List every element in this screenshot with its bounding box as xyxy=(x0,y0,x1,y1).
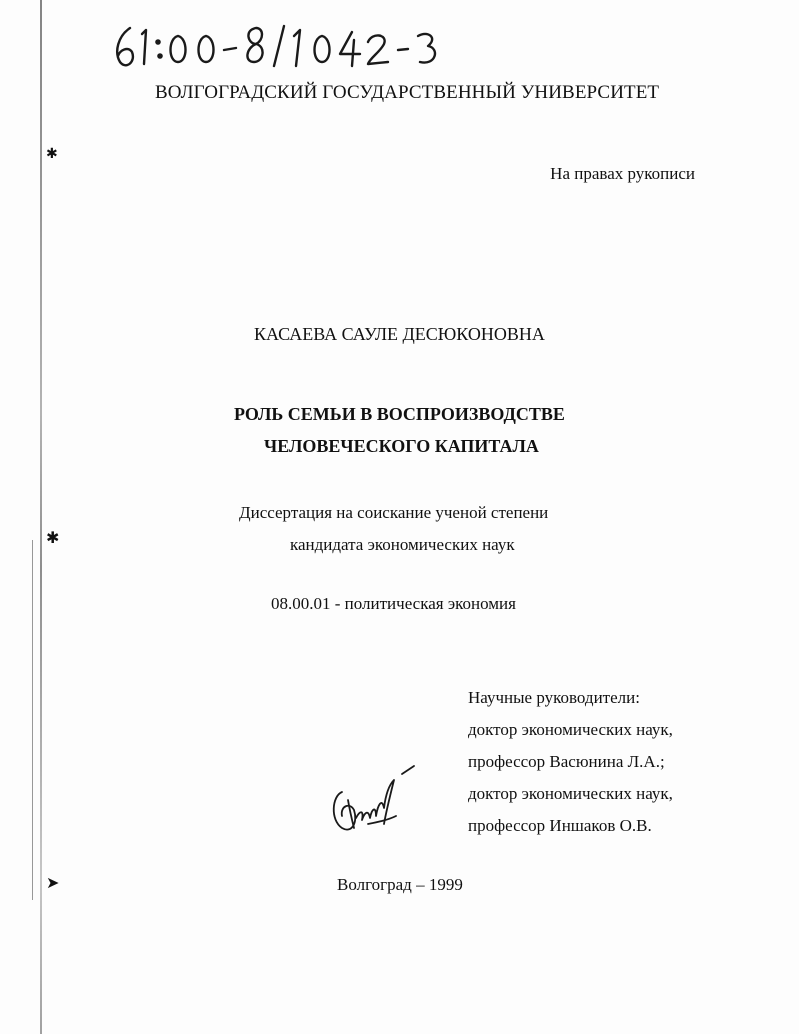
scan-edge-line xyxy=(40,0,42,1034)
dissertation-title-line-2: ЧЕЛОВЕЧЕСКОГО КАПИТАЛА xyxy=(264,436,539,456)
author-signature xyxy=(328,762,418,842)
scan-edge-line-secondary xyxy=(32,540,33,900)
city-year: Волгоград – 1999 xyxy=(337,875,463,894)
degree-statement-line-1: Диссертация на соискание ученой степени xyxy=(239,503,549,522)
scan-mark-icon: ✱ xyxy=(46,146,58,162)
manuscript-rights-note: На правах рукописи xyxy=(550,164,695,183)
advisor-1-name: профессор Васюнина Л.А.; xyxy=(468,752,665,771)
scan-mark-icon: ✱ xyxy=(46,528,60,547)
university-name: ВОЛГОГРАДСКИЙ ГОСУДАРСТВЕННЫЙ УНИВЕРСИТЕТ xyxy=(155,82,660,103)
advisor-1-degree: доктор экономических наук, xyxy=(468,720,673,739)
advisors-heading: Научные руководители: xyxy=(468,688,640,707)
advisor-2-name: профессор Иншаков О.В. xyxy=(468,816,652,835)
advisors-block xyxy=(468,682,673,842)
scan-mark-icon: ➤ xyxy=(46,873,60,892)
advisor-2-degree: доктор экономических наук, xyxy=(468,784,673,803)
dissertation-title-line-1: РОЛЬ СЕМЬИ В ВОСПРОИЗВОДСТВЕ xyxy=(234,404,565,424)
author-name: КАСАЕВА САУЛЕ ДЕСЮКОНОВНА xyxy=(254,324,545,344)
degree-statement-line-2: кандидата экономических наук xyxy=(290,535,515,554)
handwritten-archive-number xyxy=(108,18,448,74)
specialty-code: 08.00.01 - политическая экономия xyxy=(271,594,516,613)
